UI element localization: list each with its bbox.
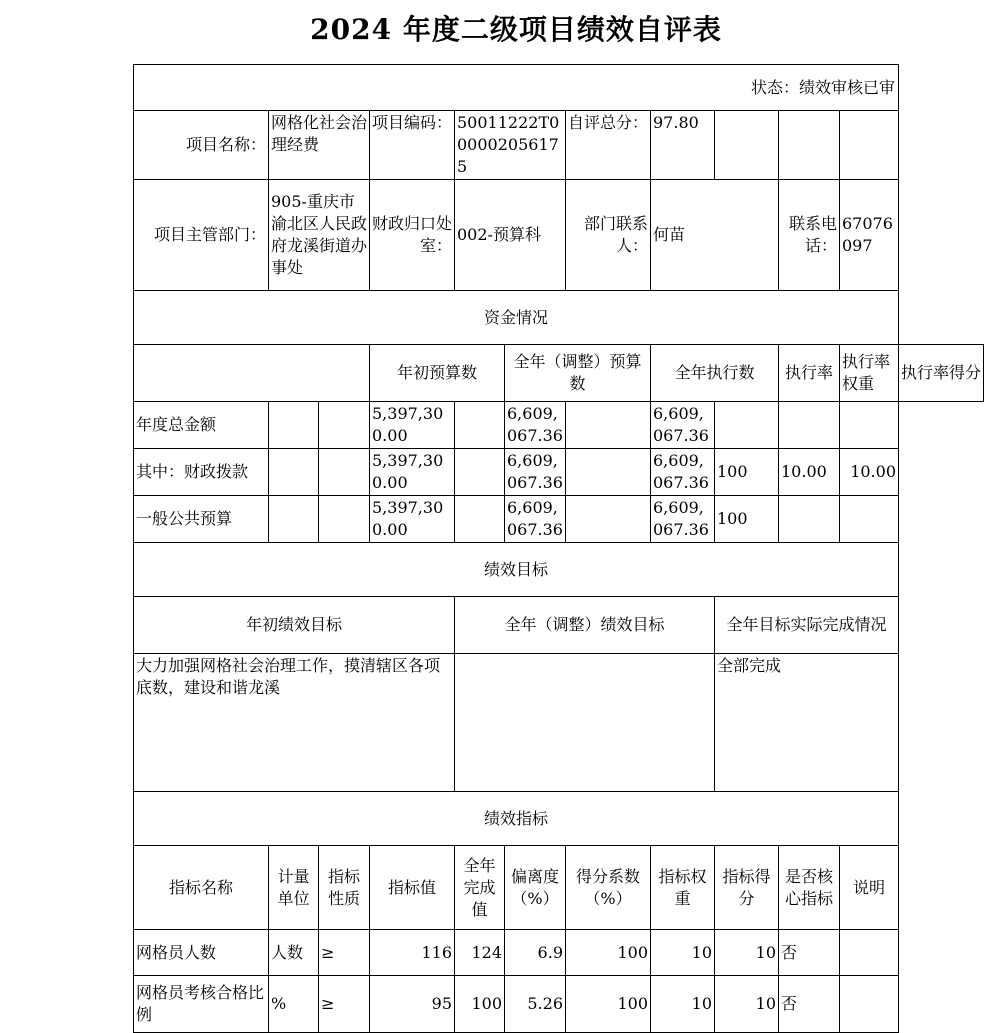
blank-cell <box>319 402 370 449</box>
blank-cell <box>840 111 899 180</box>
blank-cell <box>715 111 779 180</box>
indicator-deviation: 6.9 <box>505 930 566 976</box>
header-exec-score: 执行率得分 <box>899 345 984 402</box>
indicator-deviation: 5.26 <box>505 976 566 1033</box>
header-indicator-name: 指标名称 <box>134 846 269 930</box>
fund-adjusted: 6,609,067.36 <box>505 496 566 543</box>
fund-row-label: 一般公共预算 <box>134 496 269 543</box>
indicator-nature: ≥ <box>319 930 370 976</box>
finance-office-label: 财政归口处室： <box>370 180 455 291</box>
indicators-section-title: 绩效指标 <box>134 792 899 846</box>
indicator-unit: 人数 <box>269 930 319 976</box>
fund-executed: 6,609,067.36 <box>651 449 715 496</box>
fund-weight <box>779 496 840 543</box>
phone-value: 67076097 <box>840 180 899 291</box>
header-exec-rate: 执行率 <box>779 345 840 402</box>
goals-section-title: 绩效目标 <box>134 543 899 597</box>
fund-weight <box>779 402 840 449</box>
blank-cell <box>134 345 370 402</box>
header-actual-value: 全年完成值 <box>455 846 505 930</box>
fund-initial: 5,397,300.00 <box>370 449 455 496</box>
header-deviation: 偏离度（%） <box>505 846 566 930</box>
actual-completion-text: 全部完成 <box>715 654 899 792</box>
indicator-actual: 124 <box>455 930 505 976</box>
fund-rate <box>715 402 779 449</box>
blank-cell <box>566 449 651 496</box>
header-core: 是否核心指标 <box>779 846 840 930</box>
fund-adjusted: 6,609,067.36 <box>505 449 566 496</box>
phone-label: 联系电话： <box>779 180 840 291</box>
evaluation-table <box>133 64 984 1033</box>
indicator-coef: 100 <box>566 930 651 976</box>
header-adjusted-goal: 全年（调整）绩效目标 <box>455 597 715 654</box>
header-actual-completion: 全年目标实际完成情况 <box>715 597 899 654</box>
indicator-weight: 10 <box>651 976 715 1033</box>
indicator-score: 10 <box>715 930 779 976</box>
fund-row-label: 其中：财政拨款 <box>134 449 269 496</box>
header-executed: 全年执行数 <box>651 345 779 402</box>
header-initial-budget: 年初预算数 <box>370 345 505 402</box>
header-score: 指标得分 <box>715 846 779 930</box>
contact-label: 部门联系人： <box>566 180 651 291</box>
header-nature: 指标性质 <box>319 846 370 930</box>
blank-cell <box>455 449 505 496</box>
header-unit: 计量单位 <box>269 846 319 930</box>
blank-cell <box>319 449 370 496</box>
fund-rate: 100 <box>715 449 779 496</box>
project-name: 网格化社会治理经费 <box>269 111 370 180</box>
project-code-label: 项目编码： <box>370 111 455 180</box>
fund-score <box>840 496 899 543</box>
project-code: 50011222T000002056175 <box>455 111 566 180</box>
fund-score <box>840 402 899 449</box>
indicator-name: 网格员考核合格比例 <box>134 976 269 1033</box>
blank-cell <box>269 496 319 543</box>
indicator-note <box>840 976 899 1033</box>
indicator-score: 10 <box>715 976 779 1033</box>
fund-executed: 6,609,067.36 <box>651 496 715 543</box>
adjusted-goal-text <box>455 654 715 792</box>
indicator-note <box>840 930 899 976</box>
blank-cell <box>319 496 370 543</box>
blank-cell <box>566 402 651 449</box>
indicator-name: 网格员人数 <box>134 930 269 976</box>
table-row <box>134 976 984 1033</box>
indicator-coef: 100 <box>566 976 651 1033</box>
fund-executed: 6,609,067.36 <box>651 402 715 449</box>
header-weight: 指标权重 <box>651 846 715 930</box>
header-target-value: 指标值 <box>370 846 455 930</box>
fund-row-label: 年度总金额 <box>134 402 269 449</box>
table-row <box>134 496 984 543</box>
header-adjusted-budget: 全年（调整）预算数 <box>505 345 651 402</box>
header-initial-goal: 年初绩效目标 <box>134 597 455 654</box>
fund-rate: 100 <box>715 496 779 543</box>
blank-cell <box>269 402 319 449</box>
self-score: 97.80 <box>651 111 715 180</box>
table-row <box>134 402 984 449</box>
indicator-nature: ≥ <box>319 976 370 1033</box>
indicator-actual: 100 <box>455 976 505 1033</box>
initial-goal-text: 大力加强网格社会治理工作，摸清辖区各项底数，建设和谐龙溪 <box>134 654 455 792</box>
blank-cell <box>455 402 505 449</box>
contact-value: 何苗 <box>651 180 779 291</box>
table-row <box>134 930 984 976</box>
self-score-label: 自评总分： <box>566 111 651 180</box>
funds-section-title: 资金情况 <box>134 291 899 345</box>
indicator-target: 116 <box>370 930 455 976</box>
finance-office-value: 002-预算科 <box>455 180 566 291</box>
indicator-core: 否 <box>779 976 840 1033</box>
blank-cell <box>269 449 319 496</box>
blank-cell <box>566 496 651 543</box>
page-title: 2024 年度二级项目绩效自评表 <box>310 13 722 46</box>
project-name-label: 项目名称： <box>134 111 269 180</box>
header-note: 说明 <box>840 846 899 930</box>
indicator-weight: 10 <box>651 930 715 976</box>
fund-weight: 10.00 <box>779 449 840 496</box>
fund-initial: 5,397,300.00 <box>370 402 455 449</box>
header-coefficient: 得分系数（%） <box>566 846 651 930</box>
indicator-unit: % <box>269 976 319 1033</box>
blank-cell <box>455 496 505 543</box>
indicator-core: 否 <box>779 930 840 976</box>
status-badge: 状态：绩效审核已审 <box>134 65 899 111</box>
header-exec-weight: 执行率权重 <box>840 345 899 402</box>
indicator-target: 95 <box>370 976 455 1033</box>
blank-cell <box>779 111 840 180</box>
fund-initial: 5,397,300.00 <box>370 496 455 543</box>
dept-value: 905-重庆市渝北区人民政府龙溪街道办事处 <box>269 180 370 291</box>
fund-score: 10.00 <box>840 449 899 496</box>
table-row <box>134 449 984 496</box>
dept-label: 项目主管部门： <box>134 180 269 291</box>
fund-adjusted: 6,609,067.36 <box>505 402 566 449</box>
